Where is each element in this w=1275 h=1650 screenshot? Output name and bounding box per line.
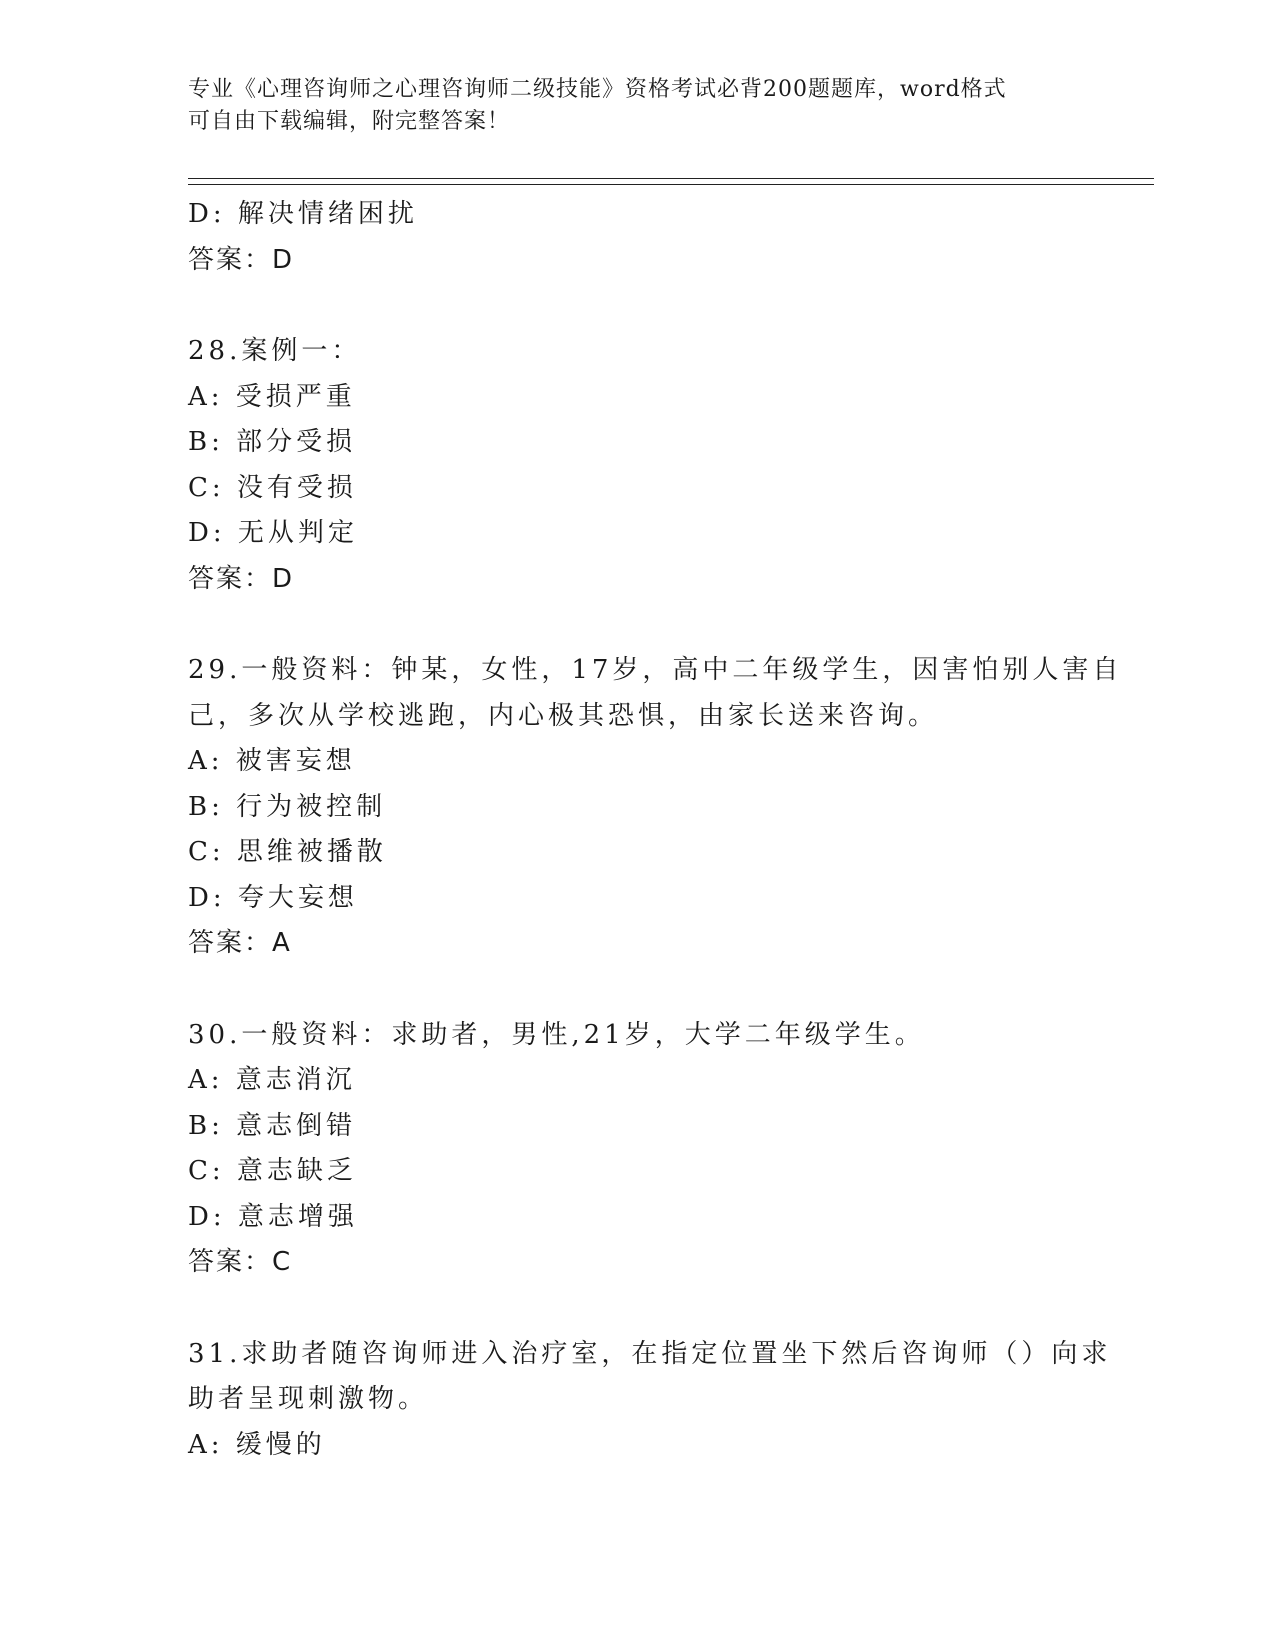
question-stem: 29.一般资料：钟某，女性，17岁，高中二年级学生，因害怕别人害自 xyxy=(188,655,1123,685)
option-d: D: 无从判定 xyxy=(188,518,358,548)
option-c: C: 没有受损 xyxy=(188,472,357,503)
option-a: A: 意志消沉 xyxy=(188,1065,356,1095)
question-31 xyxy=(188,1332,1112,1469)
option-b: B: 行为被控制 xyxy=(188,791,387,822)
option-b: B: 部分受损 xyxy=(188,427,357,457)
question-stem: 30.一般资料：求助者，男性,21岁，大学二年级学生。 xyxy=(188,1019,925,1050)
header-rule-bottom xyxy=(188,184,1154,185)
spacer xyxy=(188,1286,1088,1332)
answer-line: 答案：A xyxy=(188,928,292,958)
question-stem-continued: 己，多次从学校逃跑，内心极其恐惧，由家长送来咨询。 xyxy=(188,700,939,731)
spacer xyxy=(188,602,1088,648)
option-b: B: 意志倒错 xyxy=(188,1110,357,1141)
answer-line: 答案：D xyxy=(188,563,295,594)
question-30 xyxy=(188,1013,1088,1286)
option-a: A: 被害妄想 xyxy=(188,746,356,776)
spacer xyxy=(188,283,1088,329)
header-rule-top xyxy=(188,178,1154,179)
header-title-line-2: 可自由下载编辑，附完整答案！ xyxy=(188,109,511,134)
question-stem: 28.案例一： xyxy=(188,336,362,366)
answer-line: 答案：D xyxy=(188,244,295,275)
question-28 xyxy=(188,329,1088,602)
question-stem-continued: 助者呈现刺激物。 xyxy=(188,1384,429,1414)
option-a: A: 缓慢的 xyxy=(188,1429,326,1460)
spacer xyxy=(188,967,1088,1013)
option-c: C: 意志缺乏 xyxy=(188,1156,357,1186)
question-29 xyxy=(188,648,1123,967)
option-d: D: 意志增强 xyxy=(188,1201,358,1232)
question-stem: 31.求助者随咨询师进入治疗室，在指定位置坐下然后咨询师（）向求 xyxy=(188,1338,1112,1369)
option-d: D: 夸大妄想 xyxy=(188,882,358,913)
answer-line: 答案：C xyxy=(188,1247,293,1277)
question-list xyxy=(188,192,1123,1468)
document-header xyxy=(188,74,1068,138)
option-a: A: 受损严重 xyxy=(188,381,356,412)
question-27-tail xyxy=(188,192,1088,283)
option-d: D: 解决情绪困扰 xyxy=(188,199,418,229)
option-c: C: 思维被播散 xyxy=(188,837,387,867)
header-title-line-1: 专业《心理咨询师之心理咨询师二级技能》资格考试必背200题题库，word格式 xyxy=(188,77,1007,102)
